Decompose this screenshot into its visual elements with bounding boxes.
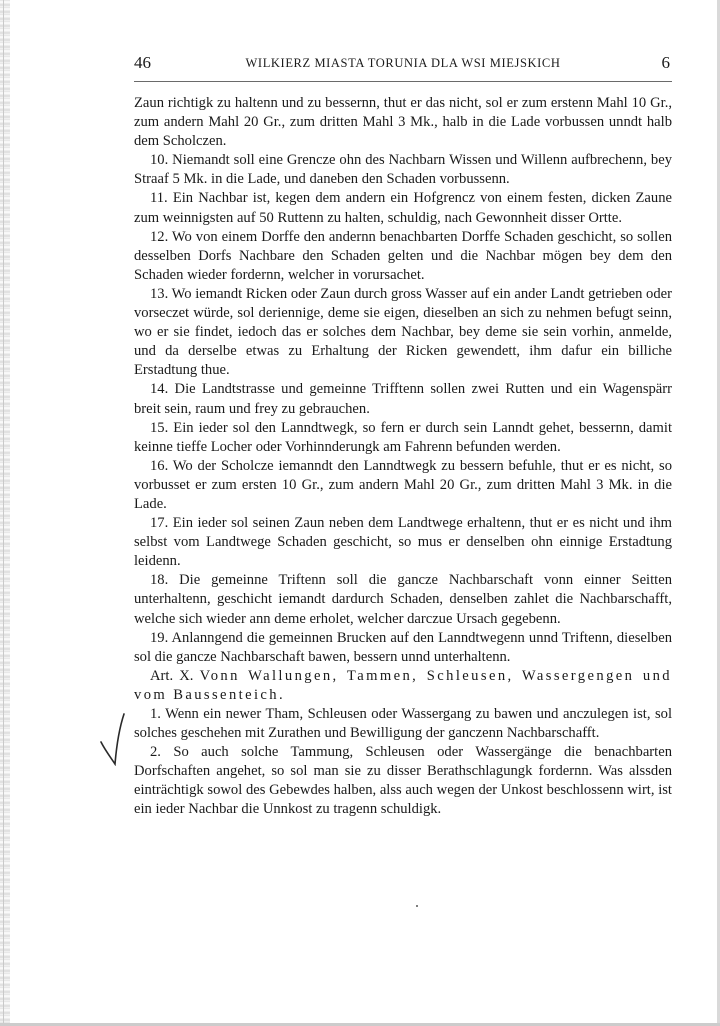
scan-speck [416, 905, 418, 907]
paragraph-15: 15. Ein ieder sol den Lanndtwegk, so fern er durch sein Lanndt gehet, bessernn, damit keinne tieffe Locher oder Vorhinnderungk am Fahrenn befunden werden. [134, 419, 672, 455]
article-paragraph-1: 1. Wenn ein newer Tham, Schleusen oder Wassergang zu bawen und anczulegen ist, sol solches geschehen mit Zurathen und Bewilligung der ganczenn Nachbarschafft. [134, 706, 672, 742]
paragraph-13: 13. Wo iemandt Ricken oder Zaun durch gross Wasser auf ein ander Landt getrieben oder vorseczet würde, sol deriennige, deme sie eigen, dieselben an sich zu nehmen befugt seinn, wo er sie findet, iedoch das er solches dem Nachbar, bey deme sie sein vorhin, anmelde, und da derselbe etwas zu Erhaltung der Ricken gewendett, ihm dafur ein billiche Erstadtung thue. [134, 285, 672, 379]
scan-binding-edge [0, 0, 10, 1026]
paragraph-16: 16. Wo der Scholcze iemanndt den Lanndtwegk zu bessern befuhle, thut er es nicht, so vorbusset er zum ersten 10 Gr., zum andern Mahl 20 Gr., zum dritten Mahl 3 Mk. in die Lade. [134, 457, 672, 512]
paragraph-18: 18. Die gemeinne Triftenn soll die gancze Nachbarschaft vonn einner Seitten unterhaltenn, geschicht iemandt dardurch Schaden, denselben zahlet die Nachbarschafft, welche sich wieder ann deme erholet, welcher darczue Ursach gegebenn. [134, 572, 672, 627]
article-paragraph-2: 2. So auch solche Tammung, Schleusen oder Wassergänge die benachbarten Dorfschaften angehet, so sol man sie zu disser Berathschlagungk fordernn. Was alssden einträchtigk sowol des Gebewdes halben, alss auch wegen der Unkost beschlossenn wirt, ist ein ieder Nachbar die Unnkost zu tragenn schuldigk. [134, 744, 672, 818]
paragraph-19: 19. Anlanngend die gemeinnen Brucken auf den Lanndtwegenn unnd Triftenn, dieselben sol die gancze Nachbarschaft bawen, bessern unnd unterhaltenn. [134, 629, 672, 665]
paragraph-11: 11. Ein Nachbar ist, kegen dem andern ein Hofgrencz von einem festen, dicken Zaune zum weinnigsten auf 50 Ruttenn zu halten, schuldig, nach Gewonnheit disser Ortte. [134, 190, 672, 226]
paragraph-14: 14. Die Landtstrasse und gemeinne Trifftenn sollen zwei Rutten und ein Wagenspärr breit sein, raum und frey zu gebrauchen. [134, 381, 672, 417]
running-title: WILKIERZ MIASTA TORUNIA DLA WSI MIEJSKICH [245, 56, 561, 70]
signature-mark: 6 [661, 53, 670, 72]
paragraph-continuation: Zaun richtigk zu haltenn und zu bessernn, thut er das nicht, sol er zum erstenn Mahl 10 Gr., zum andern Mahl 20 Gr., zum dritten Mahl 3 Mk., halb in die Lade vorbussen unndt halb dem Scholczen. [134, 95, 672, 150]
header-rule [134, 81, 672, 82]
article-heading [134, 667, 672, 705]
page-header [134, 52, 672, 74]
paragraph-17: 17. Ein ieder sol seinen Zaun neben dem Landtwege erhaltenn, thut er es nicht und ihm selbst vom Landtwege Schaden geschicht, so mus er denselben ohn einnige Erstadtung leidenn. [134, 515, 672, 570]
page-body [134, 94, 672, 820]
article-number: Art. X. [150, 667, 194, 684]
handwritten-check-icon [97, 712, 127, 766]
paragraph-12: 12. Wo von einem Dorffe den andernn benachbarten Dorffe Schaden geschicht, so sollen desselben Dorfs Nachbare den Schaden gelten und die Nachbar mögen bey dem den Schaden wieder fordernn, welcher in vorursachet. [134, 228, 672, 283]
article-title: Vonn Wallungen, Tammen, Schleusen, Wassergengen und vom Baussenteich. [134, 667, 672, 703]
paragraph-10: 10. Niemandt soll eine Grencze ohn des Nachbarn Wissen und Willenn aufbrechenn, bey Straaf 5 Mk. in die Lade, und daneben den Schaden vorbussenn. [134, 152, 672, 188]
page-number: 46 [134, 53, 151, 72]
